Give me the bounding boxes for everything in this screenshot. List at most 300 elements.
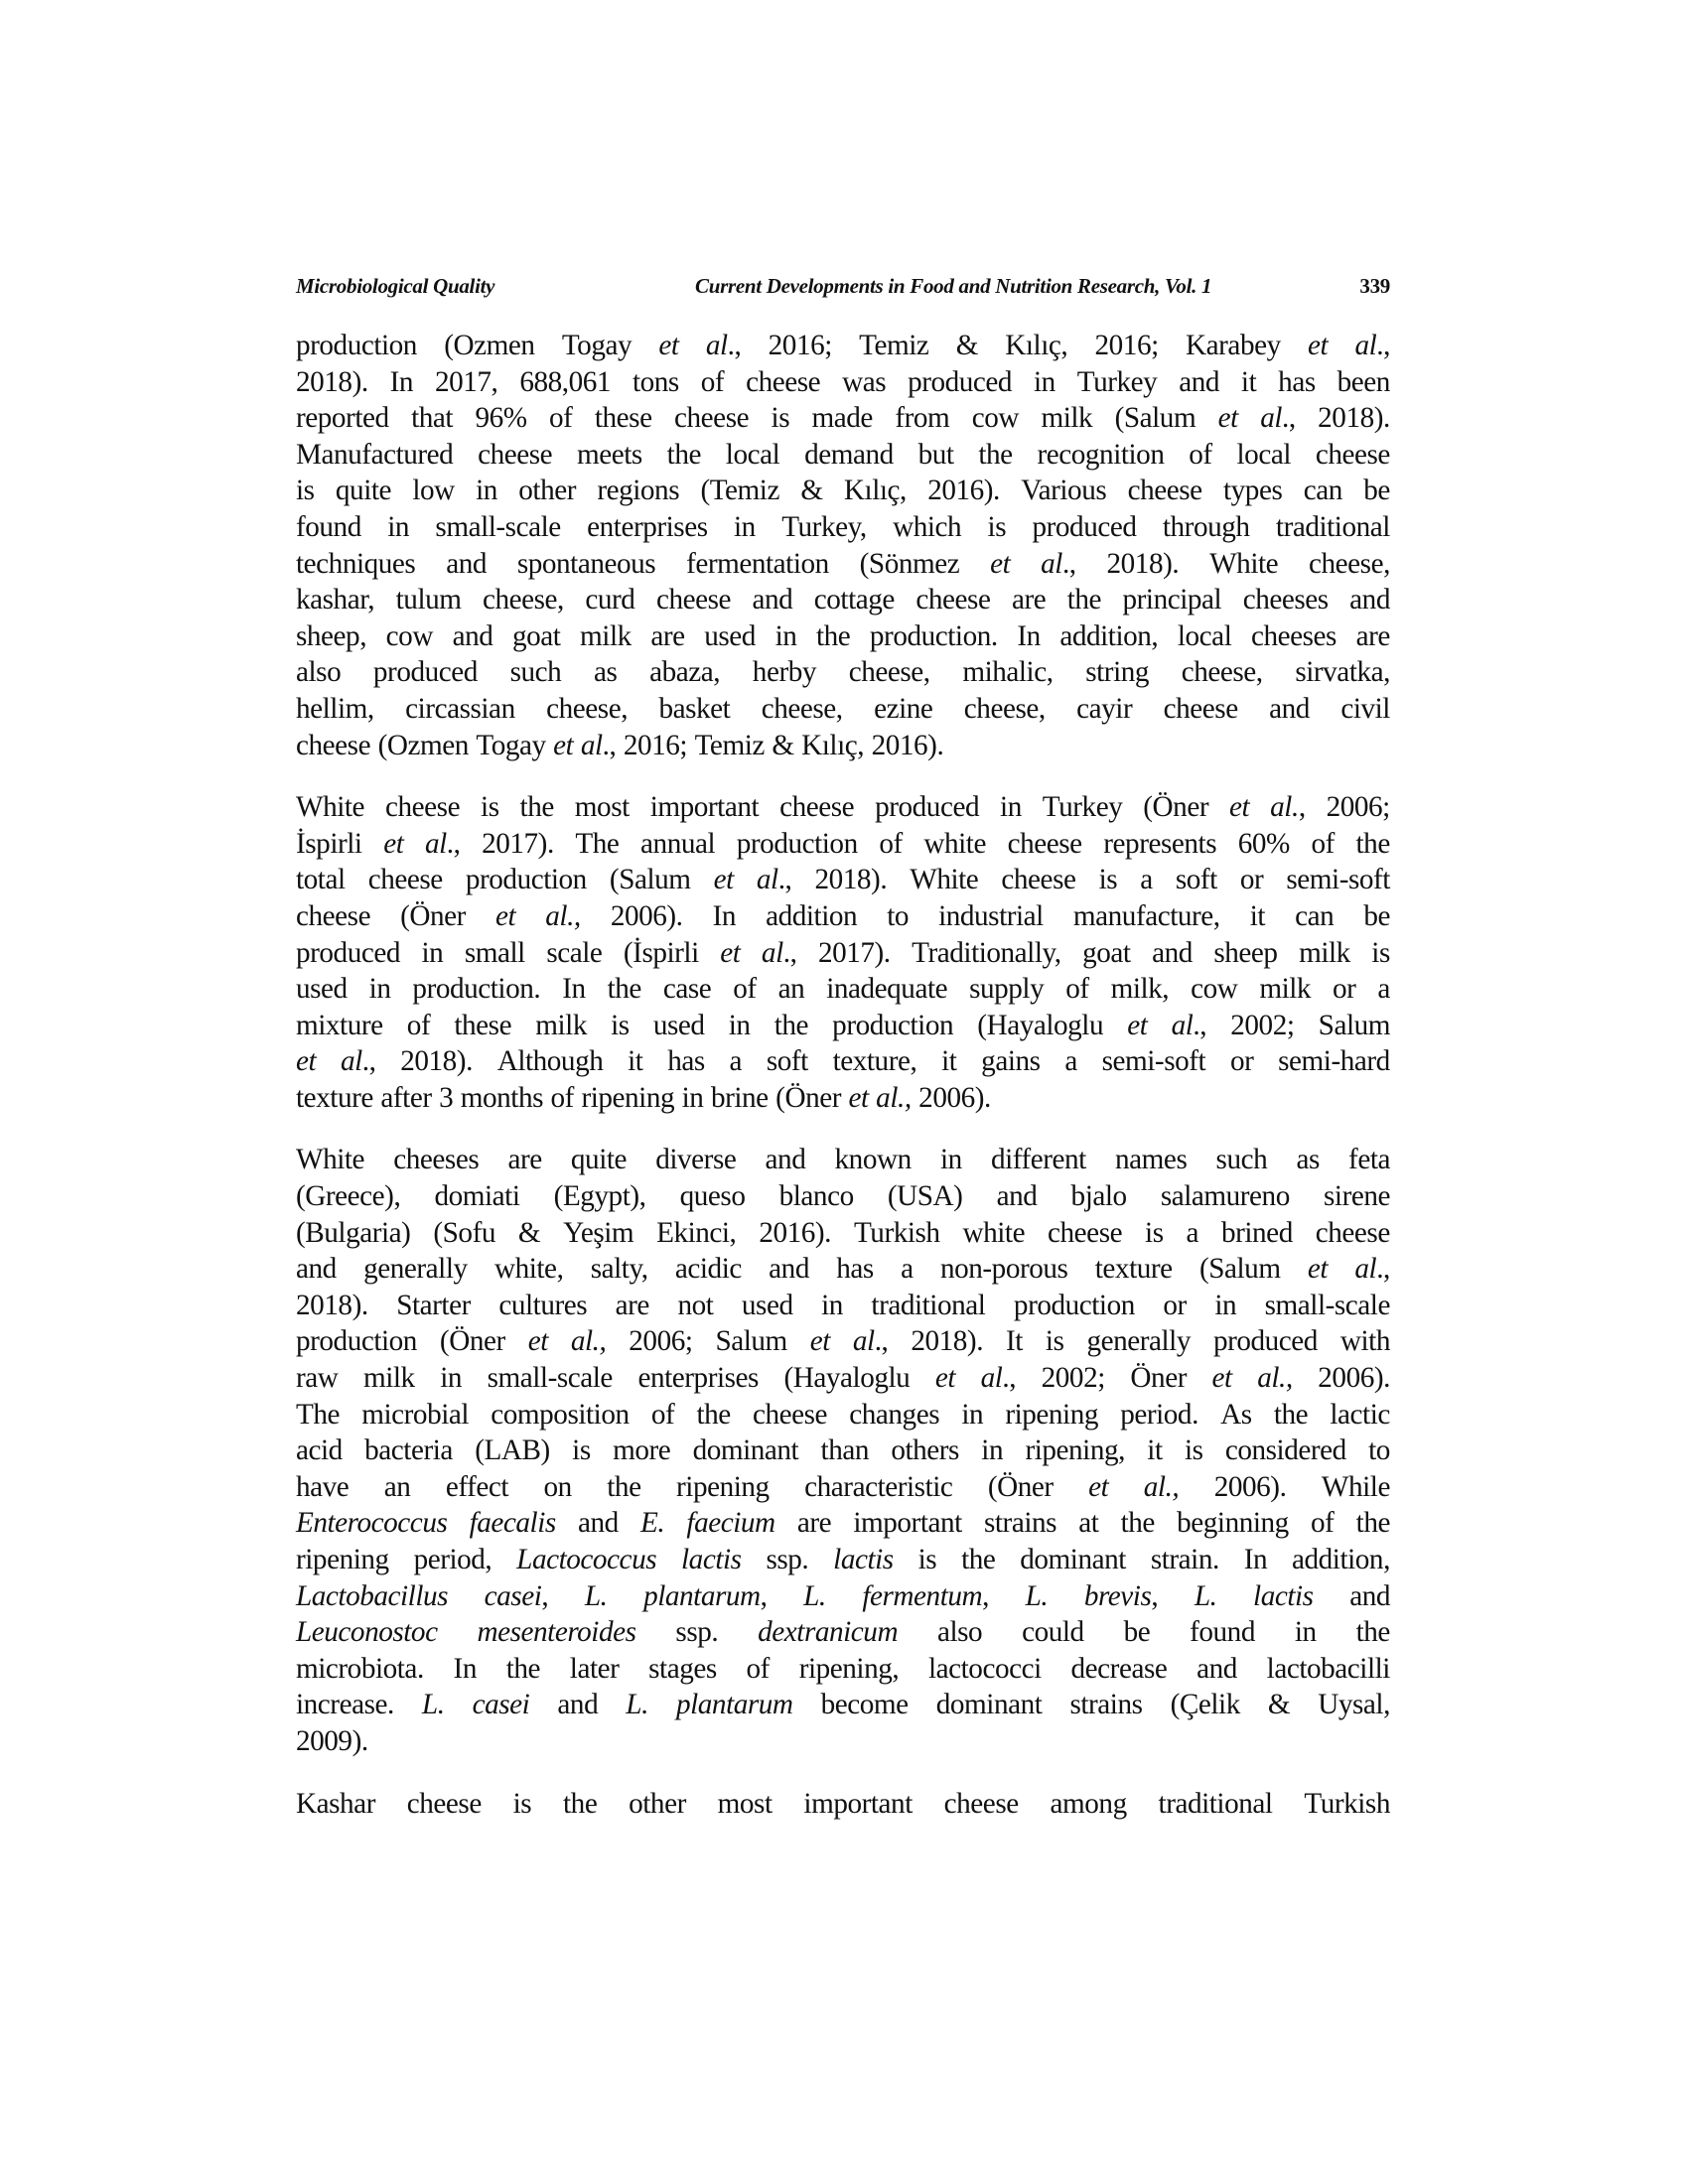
word: Togay — [476, 729, 546, 761]
word: and — [452, 619, 493, 652]
word: traditional — [1158, 1787, 1273, 1820]
word: al., — [1260, 402, 1296, 435]
word: period. — [1120, 1398, 1198, 1431]
word: can — [1295, 899, 1335, 932]
word: Salum — [1318, 1009, 1390, 1041]
word: or — [1239, 864, 1264, 896]
word: White — [296, 791, 365, 824]
word: important — [853, 1507, 962, 1540]
word: cow — [385, 619, 433, 652]
word: quite — [335, 475, 392, 507]
word: tons — [632, 365, 679, 398]
word: plantarum — [675, 1689, 793, 1721]
word: (Hayaloglu — [977, 1009, 1104, 1041]
word: bacteria — [364, 1434, 453, 1467]
word: cheese, — [1181, 656, 1263, 689]
text-line — [296, 1542, 1390, 1578]
word: Turkey — [1076, 365, 1158, 398]
word: become — [820, 1689, 909, 1721]
word: milk — [362, 1362, 415, 1395]
word: Lactococcus — [516, 1544, 657, 1575]
word: milk — [1299, 936, 1350, 969]
word: brined — [1220, 1216, 1293, 1249]
text-line — [296, 1080, 1390, 1117]
word: a — [901, 1253, 914, 1286]
word: L. — [626, 1689, 648, 1721]
word: generally — [363, 1253, 468, 1286]
word: 2002; — [1041, 1362, 1105, 1395]
word: small-scale — [1264, 1289, 1390, 1321]
word: is — [481, 791, 499, 824]
word: 2006). — [918, 1081, 991, 1114]
word: (Salum — [609, 864, 691, 896]
word: cheese — [478, 438, 553, 471]
word: produced — [875, 791, 980, 824]
word: and — [1349, 584, 1390, 616]
word: it — [1240, 365, 1257, 398]
word: 2018). — [814, 864, 888, 896]
word: more — [613, 1434, 671, 1467]
word: sheep, — [296, 619, 367, 652]
word: months — [460, 1081, 544, 1114]
word: hellim, — [296, 692, 374, 725]
word: the — [563, 1787, 598, 1820]
word: dominant — [935, 1689, 1043, 1721]
word: et — [296, 1045, 317, 1078]
word: string — [1085, 656, 1150, 689]
word: is — [296, 475, 315, 507]
word: brine — [710, 1081, 769, 1114]
word: 2018). — [1318, 402, 1390, 435]
word: (Çelik — [1170, 1689, 1240, 1721]
word: 2017, — [434, 365, 498, 398]
word: has — [667, 1045, 705, 1078]
word: recognition — [1037, 438, 1165, 471]
word: et — [848, 1081, 869, 1114]
word: & — [1267, 1689, 1291, 1721]
word: curd — [585, 584, 635, 616]
word: cheese — [1127, 475, 1202, 507]
word: 2016). — [927, 475, 1000, 507]
word: 2016). — [759, 1216, 832, 1249]
word: enterprises — [637, 1362, 759, 1395]
word: al., — [1270, 791, 1306, 824]
word: of — [650, 1398, 675, 1431]
word: have — [296, 1470, 350, 1503]
word: local — [725, 438, 780, 471]
word: spontaneous — [516, 547, 656, 580]
word: in — [387, 510, 410, 543]
word: White — [1209, 547, 1279, 580]
word: a — [729, 1045, 743, 1078]
running-header-section-title: Microbiological Quality — [296, 274, 495, 298]
word: sirvatka, — [1295, 656, 1390, 689]
word: cheese — [915, 584, 991, 616]
word: an — [777, 973, 805, 1006]
text-line — [296, 789, 1390, 826]
text-line — [296, 1043, 1390, 1080]
word: strains — [1069, 1689, 1143, 1721]
word: (LAB) — [475, 1434, 550, 1467]
word: (Öner — [987, 1470, 1054, 1503]
word: 2017). — [817, 936, 891, 969]
word: cheeses — [393, 1144, 480, 1176]
word: Leuconostoc — [296, 1616, 438, 1649]
word: is — [1045, 1325, 1064, 1358]
text-line — [296, 1360, 1390, 1397]
text-line — [296, 1786, 1390, 1823]
word: are — [507, 1144, 542, 1176]
word: to — [1368, 1434, 1390, 1467]
word: al., — [876, 1081, 912, 1114]
text-line — [296, 1397, 1390, 1433]
word: manufacture, — [1072, 899, 1220, 932]
word: al., — [1354, 1253, 1390, 1286]
word: low — [412, 475, 455, 507]
word: and — [996, 1180, 1038, 1213]
word: which — [893, 510, 962, 543]
text-line — [296, 1288, 1390, 1324]
word: et — [1127, 1009, 1148, 1041]
word: al., — [424, 827, 461, 860]
word: Temiz — [694, 729, 765, 761]
word: be — [1123, 1616, 1151, 1649]
word: or — [1332, 973, 1356, 1006]
word: or — [1229, 1045, 1254, 1078]
word: 2006). — [1213, 1470, 1287, 1503]
text-line — [296, 1251, 1390, 1288]
word: strain. — [1150, 1544, 1219, 1575]
word: L. — [1025, 1579, 1049, 1612]
word: cheese, — [546, 692, 629, 725]
word: most — [574, 791, 630, 824]
word: al., — [545, 899, 581, 932]
word: quite — [570, 1144, 628, 1176]
word: could — [1022, 1616, 1084, 1649]
text-line — [296, 1142, 1390, 1178]
word: produced — [1032, 510, 1137, 543]
word: and — [765, 1144, 806, 1176]
word: et — [1217, 402, 1238, 435]
word: civil — [1340, 692, 1390, 725]
word: it — [1249, 899, 1266, 932]
word: cayir — [1076, 692, 1133, 725]
word: 2016; — [623, 729, 688, 761]
word: dominant — [692, 1434, 799, 1467]
word: milk — [1041, 402, 1093, 435]
word: in — [440, 1362, 463, 1395]
word: cheese — [655, 584, 732, 616]
word: Temiz — [859, 330, 929, 361]
word: in — [1294, 1616, 1317, 1649]
word: ripening — [1005, 1398, 1098, 1431]
word: dextranicum — [758, 1616, 899, 1649]
running-header — [296, 274, 1390, 304]
text-line — [296, 1505, 1390, 1542]
word: is — [512, 1787, 532, 1820]
word: important — [649, 791, 760, 824]
word: acidic — [674, 1253, 742, 1286]
word: of — [1311, 1507, 1335, 1540]
word: lactobacilli — [1266, 1652, 1390, 1685]
word: in — [821, 1289, 843, 1321]
word: ripening, — [1025, 1434, 1125, 1467]
word: al., — [1257, 1362, 1293, 1395]
word: Uysal, — [1318, 1689, 1390, 1721]
word: In — [1243, 1544, 1268, 1575]
word: different — [990, 1144, 1086, 1176]
word: are — [1355, 619, 1390, 652]
text-line — [296, 862, 1390, 898]
word: is — [987, 510, 1007, 543]
word: 2018). — [400, 1045, 473, 1078]
word: raw — [296, 1362, 339, 1395]
word: microbiota. — [296, 1652, 424, 1685]
word: others — [891, 1434, 959, 1467]
word: al., — [852, 1325, 889, 1358]
word: dominant — [1020, 1544, 1126, 1575]
word: an — [383, 1470, 411, 1503]
word: milk — [580, 619, 632, 652]
word: and — [1269, 692, 1310, 725]
word: from — [895, 402, 950, 435]
word: Yeşim — [563, 1216, 634, 1249]
word: production — [465, 864, 587, 896]
word: (Greece), — [296, 1180, 401, 1213]
word: al., — [980, 1362, 1017, 1395]
text-line — [296, 691, 1390, 728]
word: lactis — [833, 1544, 894, 1575]
word: can — [1303, 475, 1342, 507]
word: it — [1147, 1434, 1163, 1467]
word: mesenteroides — [477, 1616, 636, 1649]
word: has — [836, 1253, 874, 1286]
word: cheese — [1048, 1216, 1123, 1249]
word: fermentum, — [862, 1579, 989, 1612]
word: and — [557, 1689, 599, 1721]
text-line — [296, 618, 1390, 655]
word: the — [607, 973, 641, 1006]
word: et — [990, 547, 1011, 580]
word: of — [549, 402, 573, 435]
word: also — [296, 656, 342, 689]
word: & — [772, 729, 794, 761]
word: in — [1033, 365, 1055, 398]
word: of — [1065, 973, 1089, 1006]
word: et — [713, 864, 734, 896]
word: basket — [658, 692, 731, 725]
word: lactis — [1253, 1579, 1314, 1612]
word: İspirli — [296, 827, 362, 860]
word: microbial — [361, 1398, 470, 1431]
word: but — [917, 438, 954, 471]
word: enterprises — [587, 510, 708, 543]
word: al., — [1143, 1470, 1180, 1503]
word: has — [1278, 365, 1316, 398]
word: al., — [705, 330, 742, 361]
text-line — [296, 1723, 1390, 1760]
word: cheese, — [848, 656, 930, 689]
word: Various — [1021, 475, 1107, 507]
word: cheese — [1163, 692, 1238, 725]
word: of — [746, 1652, 770, 1685]
word: small-scale — [435, 510, 561, 543]
word: the — [1355, 1507, 1390, 1540]
text-line — [296, 1651, 1390, 1688]
word: ezine — [874, 692, 933, 725]
word: of — [1311, 827, 1335, 860]
word: et — [1088, 1470, 1109, 1503]
word: 2016). — [871, 729, 944, 761]
word: used — [652, 1009, 705, 1041]
word: mixture — [296, 1009, 383, 1041]
word: traditional — [1275, 510, 1390, 543]
word: 2016; — [768, 330, 832, 361]
text-line — [296, 826, 1390, 863]
word: of — [1189, 438, 1212, 471]
word: et — [1308, 330, 1329, 361]
word: mihalic, — [962, 656, 1054, 689]
text-line — [296, 1008, 1390, 1044]
word: cheese, — [761, 692, 843, 725]
word: in — [734, 510, 756, 543]
word: produced — [1212, 1325, 1318, 1358]
word: Karabey — [1186, 330, 1281, 361]
word: cottage — [813, 584, 895, 616]
word: of — [550, 1081, 574, 1114]
word: most — [717, 1787, 773, 1820]
word: important — [803, 1787, 913, 1820]
word: production — [736, 827, 858, 860]
word: are — [650, 619, 685, 652]
word: are — [796, 1507, 832, 1540]
word: and — [446, 547, 487, 580]
word: semi-hard — [1278, 1045, 1390, 1078]
text-line — [296, 328, 1390, 364]
text-line — [296, 971, 1390, 1008]
word: the — [666, 438, 701, 471]
word: in — [728, 1009, 751, 1041]
word: a — [1140, 864, 1153, 896]
word: As — [1220, 1398, 1252, 1431]
word: among — [1050, 1787, 1127, 1820]
word: stages — [648, 1652, 717, 1685]
word: changes — [849, 1398, 940, 1431]
word: white — [962, 1216, 1026, 1249]
word: milk, — [1110, 973, 1170, 1006]
word: after — [380, 1081, 432, 1114]
word: al., — [580, 729, 617, 761]
word: is — [1371, 936, 1390, 969]
word: L. — [584, 1579, 608, 1612]
word: & — [517, 1216, 541, 1249]
word: composition — [491, 1398, 630, 1431]
word: and — [296, 1253, 337, 1286]
word: local — [1177, 619, 1232, 652]
word: the — [696, 1398, 731, 1431]
text-line — [296, 1323, 1390, 1360]
word: et — [809, 1325, 830, 1358]
word: al., — [570, 1325, 607, 1358]
paragraph — [296, 328, 1390, 763]
text-line — [296, 898, 1390, 935]
word: cheese, — [1309, 547, 1390, 580]
word: demand — [804, 438, 894, 471]
word: supply — [969, 973, 1045, 1006]
word: cheese — [367, 864, 443, 896]
word: ssp. — [675, 1616, 719, 1649]
word: al., — [756, 864, 792, 896]
word: casei, — [484, 1579, 549, 1612]
word: is — [572, 1434, 591, 1467]
word: cheese — [752, 1398, 828, 1431]
word: are — [615, 1289, 649, 1321]
word: faecalis — [469, 1507, 556, 1540]
word: be — [1363, 899, 1390, 932]
word: 688,061 — [519, 365, 612, 398]
word: it — [941, 1045, 957, 1078]
word: at — [1078, 1507, 1099, 1540]
word: scale — [546, 936, 603, 969]
word: Kılıç, — [801, 729, 865, 761]
word: milk — [535, 1009, 587, 1041]
word: effect — [445, 1470, 509, 1503]
word: White — [296, 1144, 365, 1176]
word: (Salum — [1198, 1253, 1281, 1286]
text-line — [296, 582, 1390, 618]
word: in — [476, 475, 497, 507]
word: the — [1273, 1398, 1309, 1431]
text-line — [296, 1614, 1390, 1651]
word: (Salum — [1114, 402, 1196, 435]
word: Turkey, — [781, 510, 867, 543]
word: kashar, — [296, 584, 375, 616]
word: semi-soft — [1101, 1045, 1206, 1078]
word: (Sönmez — [859, 547, 960, 580]
word: small-scale — [487, 1362, 613, 1395]
word: Ekinci, — [656, 1216, 737, 1249]
word: Although — [496, 1045, 604, 1078]
word: generally — [1086, 1325, 1191, 1358]
word: al., — [1041, 547, 1076, 580]
word: industrial — [938, 899, 1044, 932]
word: cheese — [1315, 438, 1390, 471]
word: other — [518, 475, 576, 507]
word: used — [296, 973, 348, 1006]
word: et — [1307, 1253, 1329, 1286]
word: lactococci — [927, 1652, 1042, 1685]
word: production. — [412, 973, 541, 1006]
word: ripening — [581, 1081, 675, 1114]
word: used — [704, 619, 756, 652]
word: found — [1190, 1616, 1255, 1649]
word: texture, — [832, 1045, 917, 1078]
word: or — [1163, 1289, 1187, 1321]
word: and — [1152, 936, 1193, 969]
word: the — [815, 619, 851, 652]
word: cheese — [779, 791, 855, 824]
word: 2002; — [1230, 1009, 1295, 1041]
word: principal — [1122, 584, 1222, 616]
word: these — [454, 1009, 512, 1041]
word: Turkey — [1042, 791, 1123, 824]
word: In — [453, 1652, 477, 1685]
word: local — [1236, 438, 1291, 471]
body-text — [296, 328, 1390, 1847]
text-line — [296, 1433, 1390, 1469]
word: cheese — [674, 402, 750, 435]
word: reported — [296, 402, 389, 435]
